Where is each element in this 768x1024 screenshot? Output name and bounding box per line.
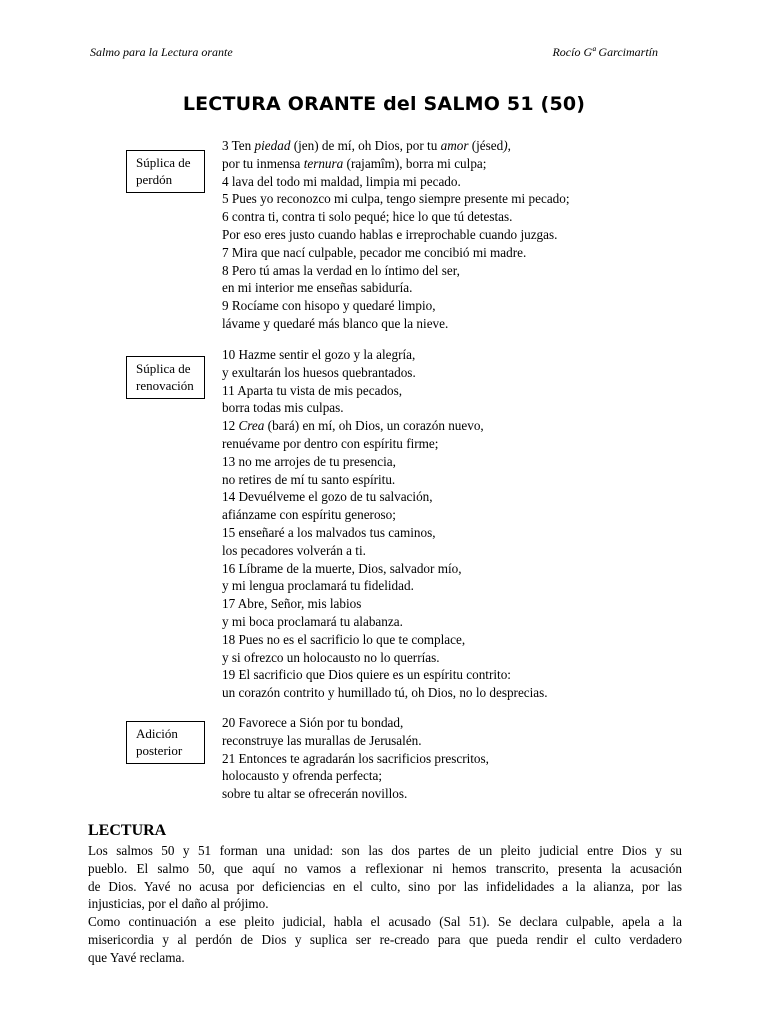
paragraph-line: injusticias, por el daño al prójimo. — [88, 896, 269, 912]
italic-term: amor — [440, 138, 469, 153]
paragraph-line: de Dios. Yavé no acusa por deficiencias en el culto, sino por las infidelidades a la alianza, por las — [88, 878, 682, 894]
verse-line: 6 contra ti, contra ti solo pequé; hice lo que tú detestas. — [222, 209, 513, 225]
verses-block-1 — [222, 137, 570, 333]
verse-line: lávame y quedaré más blanco que la nieve. — [222, 315, 449, 331]
verse-line: en mi interior me enseñas sabiduría. — [222, 280, 413, 296]
lectura-heading: LECTURA — [88, 822, 167, 839]
verse-line: 18 Pues no es el sacrificio lo que te complace, — [222, 631, 466, 647]
verse-line: 8 Pero tú amas la verdad en lo íntimo del ser, — [222, 262, 460, 278]
verse-line: Por eso eres justo cuando hablas e irreprochable cuando juzgas. — [222, 226, 558, 242]
verse-line: sobre tu altar se ofrecerán novillos. — [222, 786, 408, 802]
paragraph-line: Como continuación a ese pleito judicial, habla el acusado (Sal 51). Se declara culpable, apela a la — [88, 914, 682, 930]
verse-line: holocausto y ofrenda perfecta; — [222, 768, 383, 784]
verses-block-2 — [222, 346, 548, 702]
verse-line: 15 enseñaré a los malvados tus caminos, — [222, 524, 436, 540]
verse-line: un corazón contrito y humillado tú, oh Dios, no lo desprecias. — [222, 685, 548, 701]
paragraph-line: que Yavé reclama. — [88, 949, 185, 965]
section-label-line: Súplica de — [136, 361, 191, 376]
verse-line: 12 Crea (bará) en mí, oh Dios, un corazón nuevo, — [222, 418, 484, 434]
section-label-line: renovación — [136, 378, 194, 393]
verse-line: reconstruye las murallas de Jerusalén. — [222, 732, 422, 748]
section-label-suplica-renovacion — [126, 356, 205, 399]
verses-block-3 — [222, 714, 489, 803]
section-label-line: posterior — [136, 743, 183, 758]
verse-line: 10 Hazme sentir el gozo y la alegría, — [222, 347, 416, 362]
section-label-line: perdón — [136, 172, 173, 187]
section-label-line: Adición — [136, 726, 178, 741]
verse-line: y si ofrezco un holocausto no lo querrías. — [222, 649, 440, 665]
italic-term: piedad — [254, 138, 291, 153]
header-left: Salmo para la Lectura orante — [90, 45, 233, 59]
verse-line: 14 Devuélveme el gozo de tu salvación, — [222, 489, 433, 505]
verse-line: 3 Ten piedad (jen) de mí, oh Dios, por tu amor (jésed), — [222, 138, 511, 153]
verse-line: borra todas mis culpas. — [222, 400, 344, 416]
verse-line: 7 Mira que nací culpable, pecador me concibió mi madre. — [222, 244, 527, 260]
header-right: Rocío Gª Garcimartín — [552, 45, 658, 59]
verse-line: por tu inmensa ternura (rajamîm), borra mi culpa; — [222, 155, 487, 171]
section-label-adicion-posterior — [126, 721, 205, 764]
verse-line: 17 Abre, Señor, mis labios — [222, 596, 362, 612]
paragraph-line: misericordia y al perdón de Dios y suplica ser re-creado para que pueda rendir el culto verdadero — [88, 931, 682, 947]
verse-line: afiánzame con espíritu generoso; — [222, 507, 396, 523]
verse-line: y mi lengua proclamará tu fidelidad. — [222, 578, 414, 594]
verse-line: 5 Pues yo reconozco mi culpa, tengo siempre presente mi pecado; — [222, 191, 570, 207]
section-label-suplica-perdon — [126, 150, 205, 193]
verse-line: 16 Líbrame de la muerte, Dios, salvador mío, — [222, 560, 462, 576]
verse-line: 19 El sacrificio que Dios quiere es un espíritu contrito: — [222, 667, 511, 683]
section-label-line: Súplica de — [136, 155, 191, 170]
verse-line: y mi boca proclamará tu alabanza. — [222, 613, 403, 629]
verse-line: y exultarán los huesos quebrantados. — [222, 364, 416, 380]
italic-term: ) — [503, 138, 508, 153]
verse-line: los pecadores volverán a ti. — [222, 542, 366, 558]
verse-line: 21 Entonces te agradarán los sacrificios prescritos, — [222, 750, 489, 766]
verse-line: 11 Aparta tu vista de mis pecados, — [222, 382, 403, 398]
verse-line: 4 lava del todo mi maldad, limpia mi pecado. — [222, 173, 461, 189]
italic-term: Crea — [238, 418, 265, 434]
paragraph-line: pueblo. El salmo 50, que aquí no vamos a reflexionar ni hemos transcrito, presenta la acusación — [88, 860, 682, 876]
verse-line: 20 Favorece a Sión por tu bondad, — [222, 715, 404, 730]
verse-line: 13 no me arrojes de tu presencia, — [222, 453, 396, 469]
lectura-paragraph-1 — [88, 842, 682, 967]
italic-term: ternura — [303, 155, 344, 171]
paragraph-line: Los salmos 50 y 51 forman una unidad: son las dos partes de un pleito judicial entre Dios y su — [88, 843, 682, 858]
verse-line: renuévame por dentro con espíritu firme; — [222, 435, 439, 451]
verse-line: 9 Rocíame con hisopo y quedaré limpio, — [222, 298, 436, 314]
verse-line: no retires de mí tu santo espíritu. — [222, 471, 396, 487]
page-title: LECTURA ORANTE del SALMO 51 (50) — [182, 93, 586, 115]
